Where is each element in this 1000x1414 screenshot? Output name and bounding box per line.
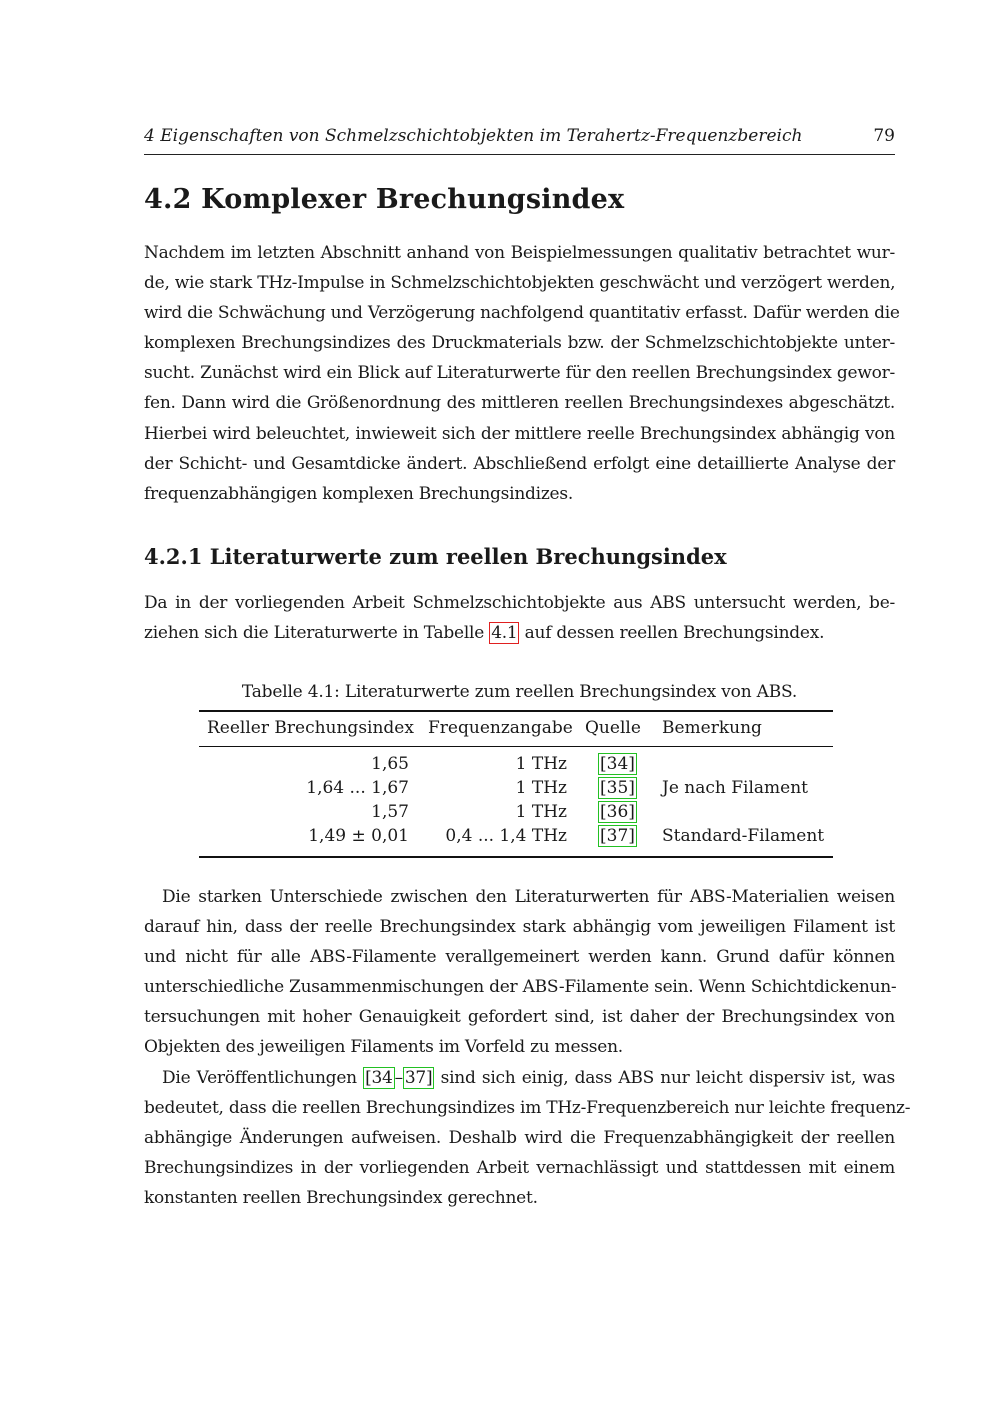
publications-paragraph (144, 1063, 911, 1213)
column-header: Bemerkung (662, 718, 762, 738)
literature-table (199, 710, 833, 858)
text-line: Brechungsindizes in der vorliegenden Arbeit vernachlässigt und stattdessen mit einem (144, 1158, 895, 1179)
chapter-title: 4 Eigenschaften von Schmelzschichtobjekten im Terahertz-Frequenzbereich (144, 126, 803, 146)
citation-link[interactable]: [37] (600, 826, 635, 846)
text-line: Die starken Unterschiede zwischen den Literaturwerten für ABS-Materialien weisen (162, 887, 895, 907)
text-line: Nachdem im letzten Abschnitt anhand von Beispielmessungen qualitativ betrachtet wur- (144, 243, 895, 263)
text-line: und nicht für alle ABS-Filamente verallgemeinert werden kann. Grund dafür können (144, 947, 895, 968)
text-fragment: auf dessen reellen Brechungsindex. (519, 623, 825, 644)
column-header: Frequenzangabe (428, 718, 573, 738)
discussion-paragraph (144, 882, 895, 1063)
frequency-cell: 0,4 ... 1,4 THz (445, 826, 567, 846)
index-cell: 1,64 ... 1,67 (306, 778, 409, 798)
text-line: tersuchungen mit hoher Genauigkeit gefordert sind, ist daher der Brechungsindex von (144, 1007, 895, 1028)
text-line: abhängige Änderungen aufweisen. Deshalb wird die Frequenzabhängigkeit der reellen (144, 1128, 895, 1149)
subsection-heading: 4.2.1 Literaturwerte zum reellen Brechungsindex (144, 544, 727, 569)
table-row (199, 778, 833, 802)
intro-paragraph (144, 238, 900, 509)
text-line: komplexen Brechungsindizes des Druckmaterials bzw. der Schmelzschichtobjekte unter- (144, 333, 895, 354)
text-line: der Schicht- und Gesamtdicke ändert. Abschließend erfolgt eine detaillierte Analyse der (144, 453, 895, 474)
frequency-cell: 1 THz (515, 778, 567, 798)
text-line: frequenzabhängigen komplexen Brechungsindizes. (144, 483, 573, 504)
citation-link[interactable]: [35] (600, 778, 635, 798)
column-header: Quelle (585, 718, 641, 738)
text-line: wird die Schwächung und Verzögerung nachfolgend quantitativ erfasst. Dafür werden die (144, 303, 900, 324)
citation-link[interactable]: 37] (404, 1068, 433, 1088)
text-line: fen. Dann wird die Größenordnung des mittleren reellen Brechungsindexes abgeschätzt. (144, 393, 895, 414)
index-cell: 1,57 (371, 802, 409, 822)
frequency-cell: 1 THz (515, 802, 567, 822)
index-cell: 1,49 ± 0,01 (308, 826, 409, 846)
frequency-cell: 1 THz (515, 754, 567, 774)
citation-link[interactable]: [34 (365, 1068, 393, 1088)
text-line: unterschiedliche Zusammenmischungen der ABS-Filamente sein. Wenn Schichtdickenun- (144, 977, 897, 998)
text-line: de, wie stark THz-Impulse in Schmelzschichtobjekten geschwächt und verzögert werden, (144, 273, 896, 294)
column-header: Reeller Brechungsindex (207, 718, 414, 738)
table-body (199, 747, 833, 856)
remark-cell: Standard-Filament (662, 826, 825, 846)
table-header-row (199, 712, 833, 747)
citation-link[interactable]: [36] (600, 802, 635, 822)
text-fragment: sind sich einig, dass ABS nur leicht dispersiv ist, was (434, 1068, 895, 1088)
text-line: darauf hin, dass der reelle Brechungsindex stark abhängig vom jeweiligen Filament ist (144, 917, 895, 938)
table-caption: Tabelle 4.1: Literaturwerte zum reellen Brechungsindex von ABS. (241, 682, 798, 702)
table-row (199, 802, 833, 826)
table-reference-link[interactable]: 4.1 (491, 623, 518, 644)
page-number: 79 (873, 126, 895, 146)
remark-cell: Je nach Filament (662, 778, 809, 798)
text-fragment: ziehen sich die Literaturwerte in Tabelle (144, 623, 490, 644)
subsection-intro-paragraph (144, 588, 895, 648)
text-line: sucht. Zunächst wird ein Blick auf Literaturwerte für den reellen Brechungsindex gewor- (144, 363, 895, 384)
text-line: Objekten des jeweiligen Filaments im Vorfeld zu messen. (144, 1037, 623, 1058)
text-line: bedeutet, dass die reellen Brechungsindizes im THz-Frequenzbereich nur leichte frequenz- (144, 1098, 911, 1119)
citation-link[interactable]: [34] (600, 754, 635, 774)
text-line (144, 618, 895, 648)
table-row (199, 754, 833, 778)
text-fragment: Die Veröffentlichungen (162, 1068, 364, 1088)
document-page (144, 0, 911, 1414)
running-header (144, 126, 895, 155)
text-line (144, 1063, 895, 1093)
section-heading: 4.2 Komplexer Brechungsindex (144, 184, 625, 215)
index-cell: 1,65 (371, 754, 409, 774)
text-line: Da in der vorliegenden Arbeit Schmelzschichtobjekte aus ABS untersucht werden, be- (144, 593, 895, 613)
citation-range-dash: – (394, 1068, 403, 1088)
table-row (199, 826, 833, 850)
text-line: Hierbei wird beleuchtet, inwieweit sich der mittlere reelle Brechungsindex abhängig von (144, 423, 895, 444)
text-line: konstanten reellen Brechungsindex gerechnet. (144, 1188, 538, 1209)
